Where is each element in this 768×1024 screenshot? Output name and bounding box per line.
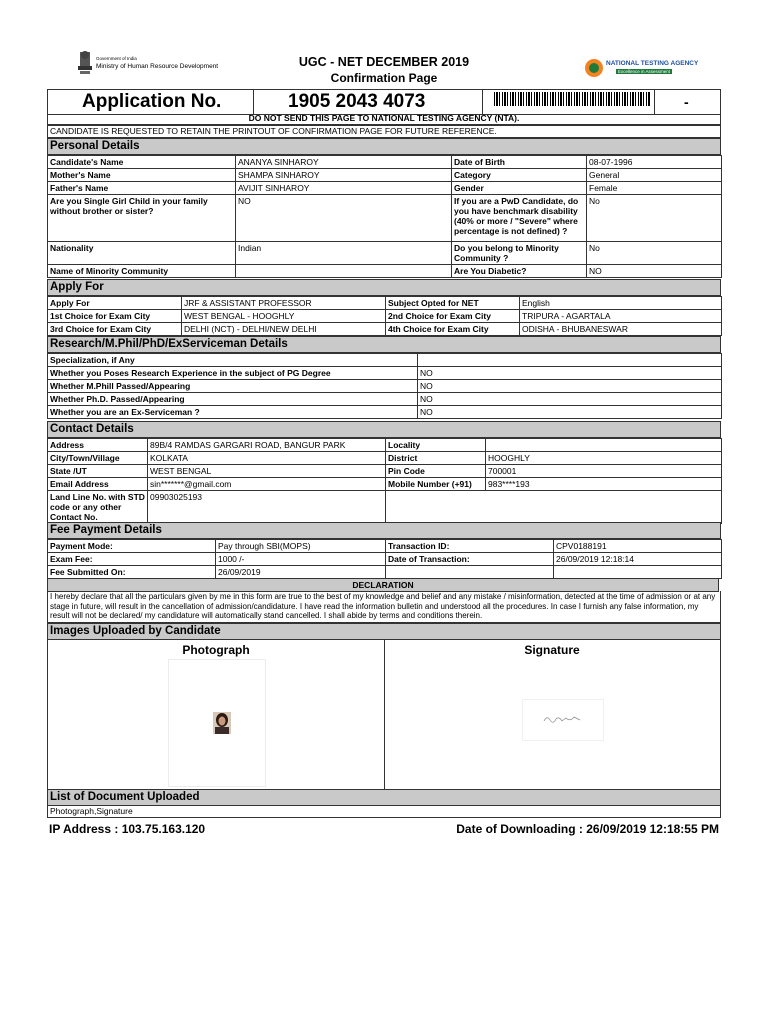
research-exp-label: Whether you Poses Research Experience in the subject of PG Degree: [48, 367, 418, 380]
mother-name: SHAMPA SINHAROY: [236, 169, 452, 182]
minority-name: [236, 265, 452, 278]
phd-label: Whether Ph.D. Passed/Appearing: [48, 393, 418, 406]
person-photo-icon: [213, 712, 231, 734]
gender-label: Gender: [452, 182, 587, 195]
district: HOOGHLY: [486, 452, 722, 465]
specialization-label: Specialization, if Any: [48, 354, 418, 367]
single-girl-label: Are you Single Girl Child in your family without brother or sister?: [48, 195, 236, 242]
single-girl: NO: [236, 195, 452, 242]
mother-label: Mother's Name: [48, 169, 236, 182]
diabetic: NO: [587, 265, 722, 278]
city2: TRIPURA - AGARTALA: [520, 310, 722, 323]
notice-retain: CANDIDATE IS REQUESTED TO RETAIN THE PRINTOUT OF CONFIRMATION PAGE FOR FUTURE REFERENCE.: [47, 125, 721, 138]
contact-table: [47, 438, 722, 524]
submitted: 26/09/2019: [216, 566, 386, 579]
dob: 08-07-1996: [587, 156, 722, 169]
research-exp: NO: [418, 367, 722, 380]
blank-cell: [486, 491, 722, 524]
application-label: Application No.: [82, 91, 222, 112]
pwd-label: If you are a PwD Candidate, do you have benchmark disability (40% or more / "Severe" where percentage is not defined) ?: [452, 195, 587, 242]
nta-name: NATIONAL TESTING AGENCY: [606, 60, 699, 67]
section-research: Research/M.Phil/PhD/ExServiceman Details: [47, 336, 721, 353]
mphil: NO: [418, 380, 722, 393]
email: sin*******@gmail.com: [148, 478, 386, 491]
section-documents: List of Document Uploaded: [47, 789, 721, 806]
barcode: [494, 92, 650, 106]
state: WEST BENGAL: [148, 465, 386, 478]
exam-fee: 1000 /-: [216, 553, 386, 566]
mode-label: Payment Mode:: [48, 540, 216, 553]
city4-label: 4th Choice for Exam City: [386, 323, 520, 336]
mphil-label: Whether M.Phill Passed/Appearing: [48, 380, 418, 393]
txn-label: Transaction ID:: [386, 540, 554, 553]
txn-date-label: Date of Transaction:: [386, 553, 554, 566]
download-date: Date of Downloading : 26/09/2019 12:18:55 PM: [456, 822, 719, 836]
declaration-title: DECLARATION: [47, 578, 719, 592]
dob-label: Date of Birth: [452, 156, 587, 169]
city-label: City/Town/Village: [48, 452, 148, 465]
city3-label: 3rd Choice for Exam City: [48, 323, 182, 336]
city1-label: 1st Choice for Exam City: [48, 310, 182, 323]
photo-label: Photograph: [182, 643, 250, 657]
candidate-name-label: Candidate's Name: [48, 156, 236, 169]
father-label: Father's Name: [48, 182, 236, 195]
state-label: State /UT: [48, 465, 148, 478]
application-row: [47, 89, 721, 115]
exam-fee-label: Exam Fee:: [48, 553, 216, 566]
section-contact: Contact Details: [47, 421, 721, 438]
nationality: Indian: [236, 242, 452, 265]
section-fee: Fee Payment Details: [47, 522, 721, 539]
blank-cell: [554, 566, 722, 579]
signature-label: Signature: [524, 643, 580, 657]
address-label: Address: [48, 439, 148, 452]
txn: CPV0188191: [554, 540, 722, 553]
pwd: No: [587, 195, 722, 242]
city: KOLKATA: [148, 452, 386, 465]
fee-table: [47, 539, 722, 579]
city3: DELHI (NCT) - DELHI/NEW DELHI: [182, 323, 386, 336]
section-personal-details: Personal Details: [47, 138, 721, 155]
landline-label: Land Line No. with STD code or any other Contact No.: [48, 491, 148, 524]
blank-cell: [386, 491, 486, 524]
subject-label: Subject Opted for NET: [386, 297, 520, 310]
candidate-name: ANANYA SINHAROY: [236, 156, 452, 169]
mode: Pay through SBI(MOPS): [216, 540, 386, 553]
ministry-line2: Ministry of Human Resource Development: [96, 63, 219, 70]
pin-label: Pin Code: [386, 465, 486, 478]
submitted-label: Fee Submitted On:: [48, 566, 216, 579]
minority-name-label: Name of Minority Community: [48, 265, 236, 278]
images-box: [47, 639, 721, 790]
city2-label: 2nd Choice for Exam City: [386, 310, 520, 323]
application-number: 1905 2043 4073: [288, 91, 426, 112]
pin: 700001: [486, 465, 722, 478]
category-label: Category: [452, 169, 587, 182]
minority: No: [587, 242, 722, 265]
ministry-line1: Government of India: [96, 56, 137, 61]
section-images: Images Uploaded by Candidate: [47, 623, 721, 640]
txn-date: 26/09/2019 12:18:14: [554, 553, 722, 566]
city4: ODISHA - BHUBANESWAR: [520, 323, 722, 336]
locality-label: Locality: [386, 439, 486, 452]
locality: [486, 439, 722, 452]
nationality-label: Nationality: [48, 242, 236, 265]
page-subtitle: Confirmation Page: [330, 71, 438, 85]
district-label: District: [386, 452, 486, 465]
section-apply-for: Apply For: [47, 279, 721, 296]
landline: 09903025193: [148, 491, 386, 524]
minority-label: Do you belong to Minority Community ?: [452, 242, 587, 265]
personal-details-table: [47, 155, 722, 278]
exservice-label: Whether you are an Ex-Serviceman ?: [48, 406, 418, 419]
notice-do-not-send: DO NOT SEND THIS PAGE TO NATIONAL TESTING AGENCY (NTA).: [47, 113, 721, 125]
page-title: UGC - NET DECEMBER 2019: [298, 55, 470, 69]
declaration-text: I hereby declare that all the particulars given by me in this form are true to the best of my knowledge and belief and any mistake / misinformation, detected at the time of admission or at any stage in future, will result in the cancellation of admission/candidature. I have read the information bulletin and understood all the procedures. In case I furnish any false information, my result will not be declared/ my candidature will automatically stand cancelled. I shall abide by terms and conditions therein.: [47, 591, 721, 623]
research-table: [47, 353, 722, 419]
apply-for-label: Apply For: [48, 297, 182, 310]
nta-tagline: Excellence in Assessment: [618, 69, 671, 74]
subject: English: [520, 297, 722, 310]
apply-for-table: [47, 296, 722, 336]
diabetic-label: Are You Diabetic?: [452, 265, 587, 278]
gender: Female: [587, 182, 722, 195]
specialization: [418, 354, 722, 367]
email-label: Email Address: [48, 478, 148, 491]
city1: WEST BENGAL - HOOGHLY: [182, 310, 386, 323]
nta-logo: [584, 56, 724, 80]
apply-for: JRF & ASSISTANT PROFESSOR: [182, 297, 386, 310]
ip-address: IP Address : 103.75.163.120: [49, 822, 206, 836]
mobile-label: Mobile Number (+91): [386, 478, 486, 491]
phd: NO: [418, 393, 722, 406]
address: 89B/4 RAMDAS GARGARI ROAD, BANGUR PARK: [148, 439, 386, 452]
signature-scribble-icon: [543, 714, 583, 724]
mobile: 983****193: [486, 478, 722, 491]
documents-list: Photograph,Signature: [47, 806, 721, 818]
nta-emblem-icon: [584, 58, 604, 78]
category: General: [587, 169, 722, 182]
signature-image: [522, 699, 604, 741]
exservice: NO: [418, 406, 722, 419]
application-dash: -: [684, 94, 689, 110]
father-name: AVIJIT SINHAROY: [236, 182, 452, 195]
blank-cell: [386, 566, 554, 579]
photograph-image: [168, 659, 266, 787]
